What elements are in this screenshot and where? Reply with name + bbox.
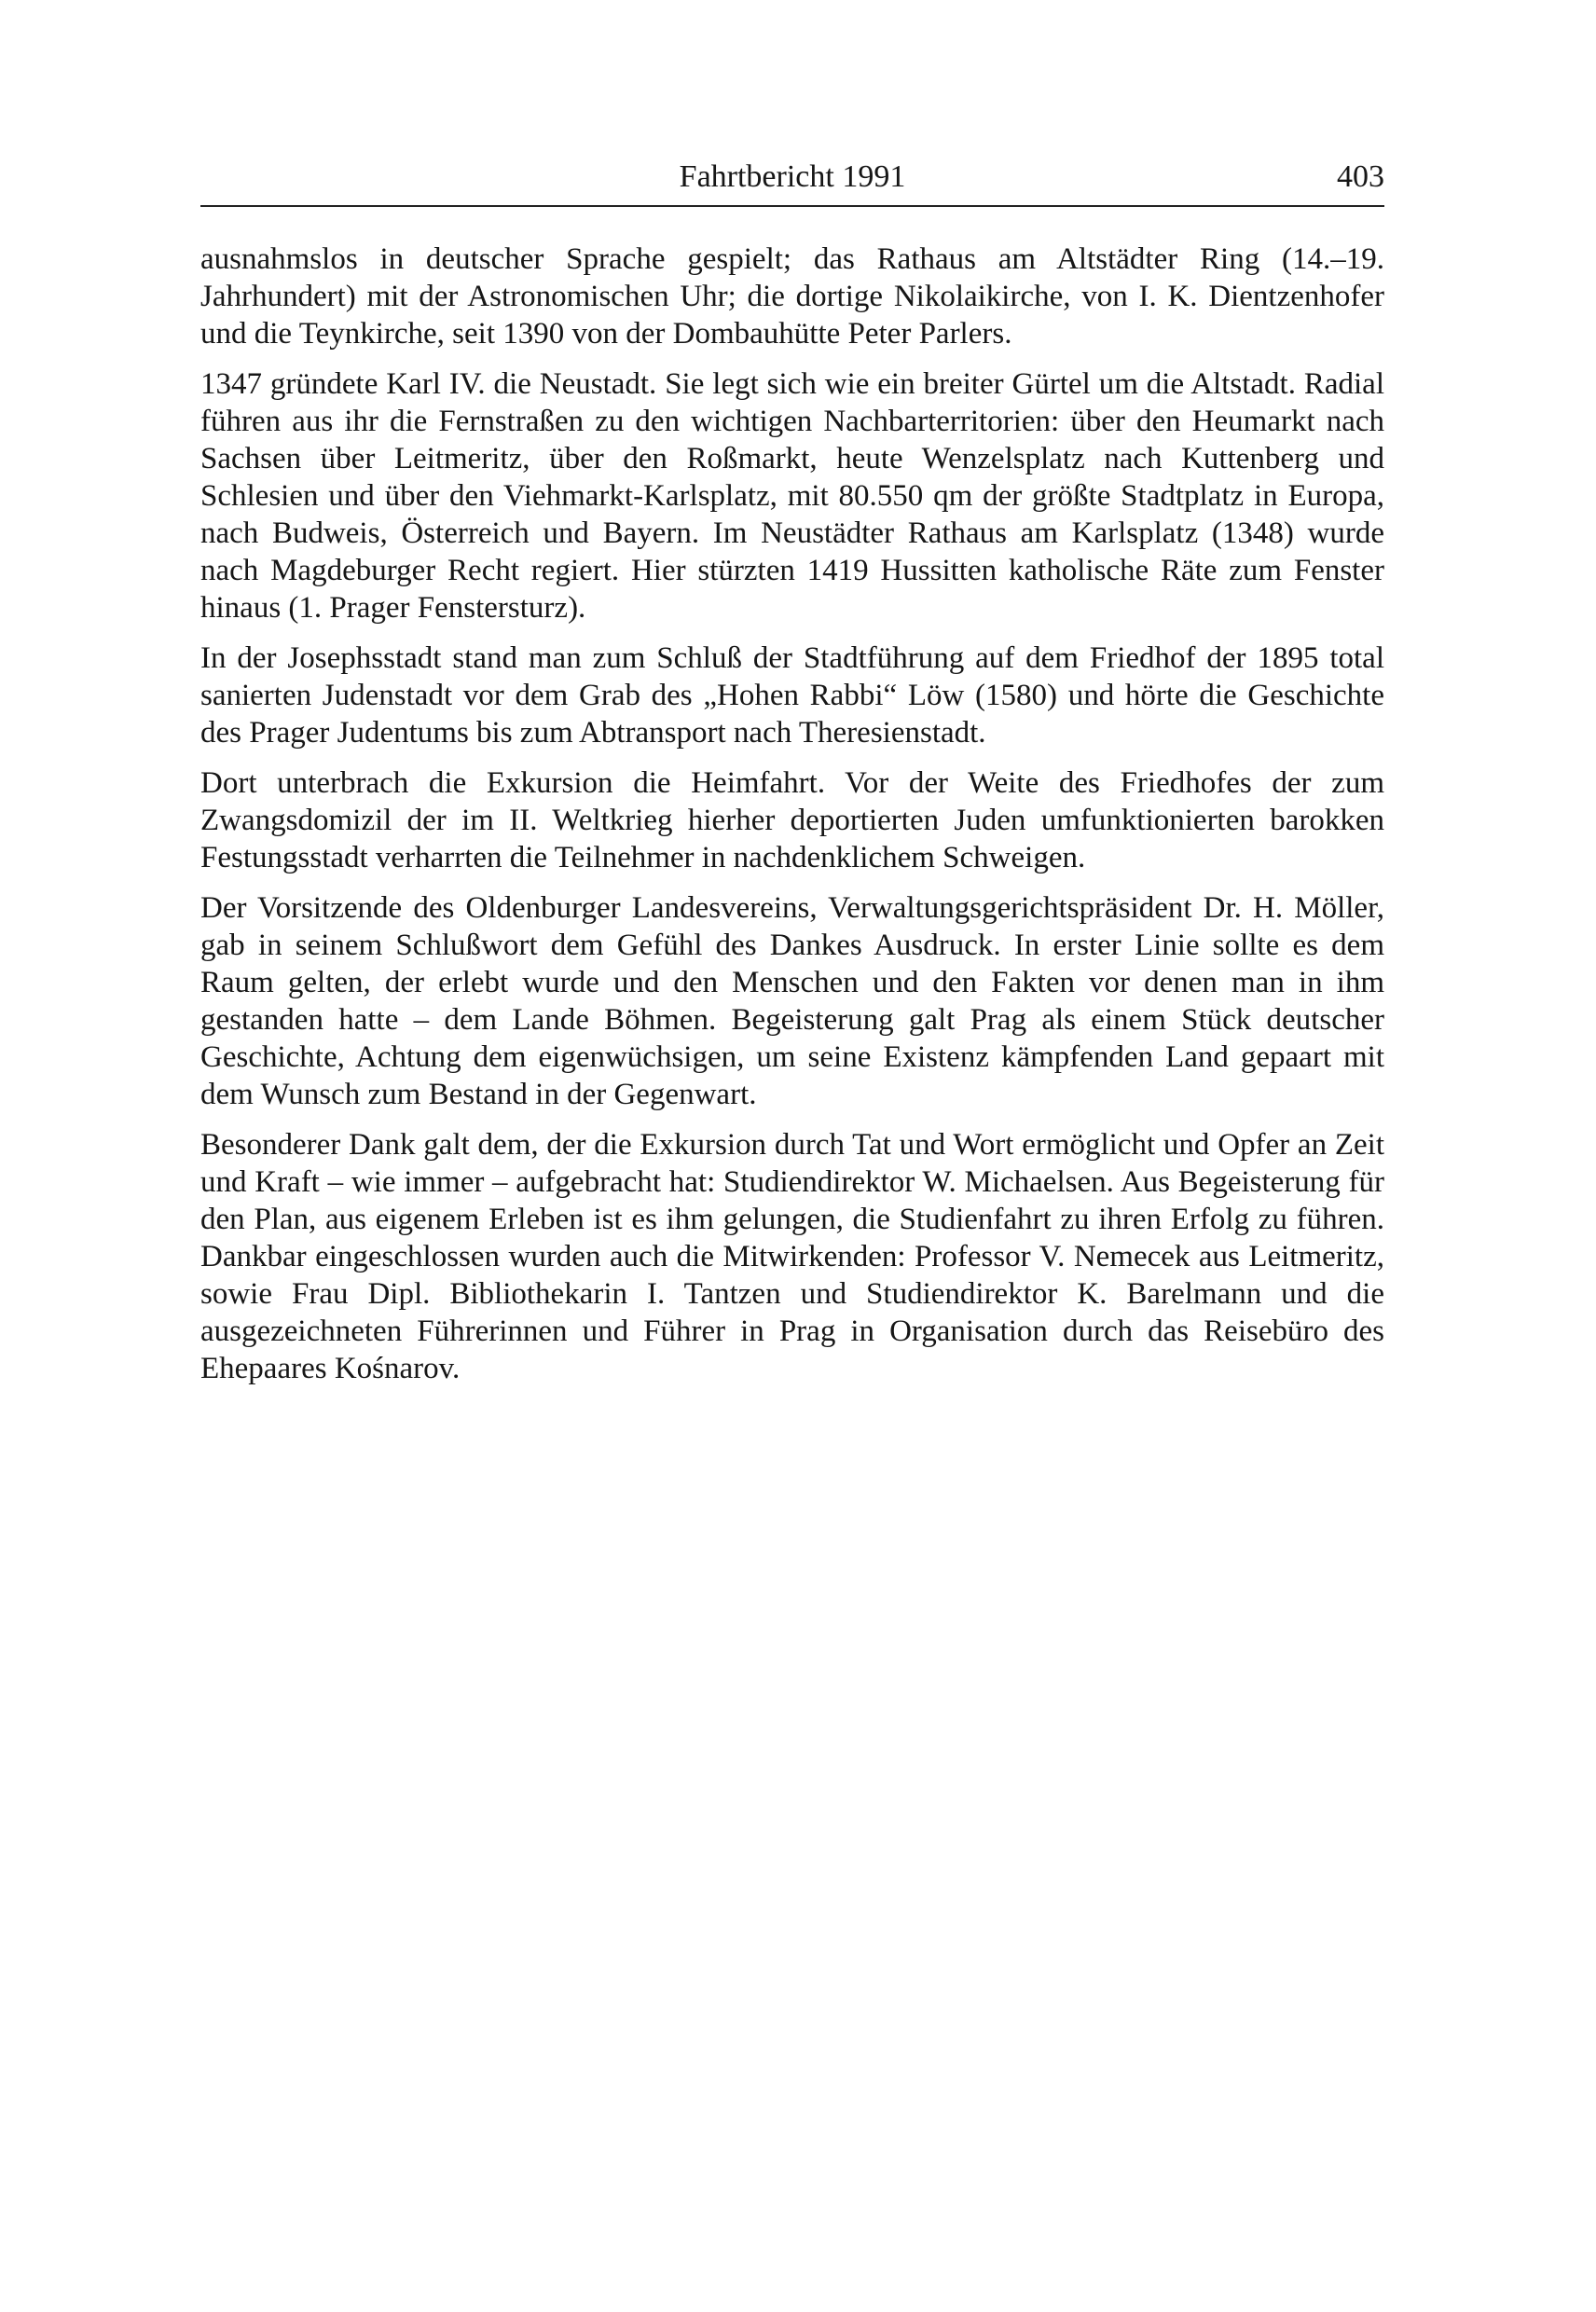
paragraph: In der Josephsstadt stand man zum Schluß der Stadtführung auf dem Friedhof der 1895 total sanierten Judenstadt vor dem Grab des „Hohen Rabbi“ Löw (1580) und hörte die Geschichte des Prager Judentums bis zum Abtransport nach Theresienstadt.	[200, 641, 1384, 750]
running-title: Fahrtbericht 1991	[679, 159, 906, 194]
running-head	[200, 155, 1384, 200]
paragraph: Der Vorsitzende des Oldenburger Landesvereins, Verwaltungsgerichtspräsident Dr. H. Möller, gab in seinem Schlußwort dem Gefühl des Dankes Ausdruck. In erster Linie sollte es dem Raum gelten, der erlebt wurde und den Menschen und den Fakten vor denen man in ihm gestanden hatte – dem Lande Böhmen. Begeisterung galt Prag als einem Stück deutscher Geschichte, Achtung dem eigenwüchsigen, um seine Existenz kämpfenden Land gepaart mit dem Wunsch zum Bestand in der Gegenwart.	[200, 891, 1384, 1111]
body-text	[200, 241, 1384, 1400]
paragraph: 1347 gründete Karl IV. die Neustadt. Sie legt sich wie ein breiter Gürtel um die Altstadt. Radial führen aus ihr die Fernstraßen zu den wichtigen Nachbarterritorien: über den Heumarkt nach Sachsen über Leitmeritz, über den Roßmarkt, heute Wenzelsplatz nach Kuttenberg und Schlesien und über den Viehmarkt-Karlsplatz, mit 80.550 qm der größte Stadtplatz in Europa, nach Budweis, Österreich und Bayern. Im Neustädter Rathaus am Karlsplatz (1348) wurde nach Magdeburger Recht regiert. Hier stürzten 1419 Hussitten katholische Räte zum Fenster hinaus (1. Prager Fenstersturz).	[200, 367, 1384, 625]
paragraph: Dort unterbrach die Exkursion die Heimfahrt. Vor der Weite des Friedhofes der zum Zwangsdomizil der im II. Weltkrieg hierher deportierten Juden umfunktionierten barokken Festungsstadt verharrten die Teilnehmer in nachdenklichem Schweigen.	[200, 766, 1384, 874]
paragraph: Besonderer Dank galt dem, der die Exkursion durch Tat und Wort ermöglicht und Opfer an Zeit und Kraft – wie immer – aufgebracht hat: Studiendirektor W. Michaelsen. Aus Begeisterung für den Plan, aus eigenem Erleben ist es ihm gelungen, die Studienfahrt zu ihren Erfolg zu führen. Dankbar eingeschlossen wurden auch die Mitwirkenden: Professor V. Nemecek aus Leitmeritz, sowie Frau Dipl. Bibliothekarin I. Tantzen und Studiendirektor K. Barelmann und die ausgezeichneten Führerinnen und Führer in Prag in Organisation durch das Reisebüro des Ehepaares Kośnarov.	[200, 1128, 1384, 1385]
page-number: 403	[1337, 159, 1384, 194]
paragraph: ausnahmslos in deutscher Sprache gespielt; das Rathaus am Altstädter Ring (14.–19. Jahrhundert) mit der Astronomischen Uhr; die dortige Nikolaikirche, von I. K. Dientzenhofer und die Teynkirche, seit 1390 von der Dombauhütte Peter Parlers.	[200, 242, 1384, 351]
header-rule	[200, 205, 1384, 207]
